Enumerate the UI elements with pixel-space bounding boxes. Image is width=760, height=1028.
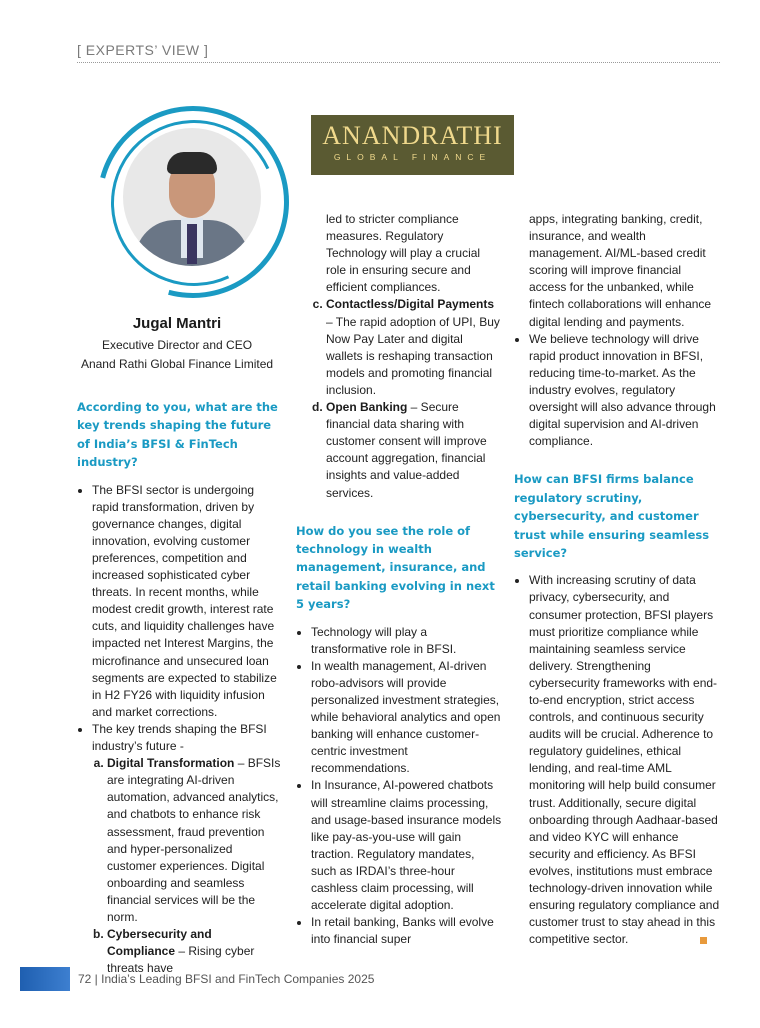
trend-title: Cybersecurity and Compliance <box>107 927 212 959</box>
list-item: • In wealth management, AI-driven robo-advisors will provide personalized investment strategies, while behavioral analytics and open banking will enhance customer-centric investment recommendations. <box>311 658 502 778</box>
company-logo <box>311 115 514 175</box>
footer-page-label: 72 | India’s Leading BFSI and FinTech Companies 2025 <box>78 972 375 986</box>
person-block <box>77 315 277 374</box>
trend-title: Open Banking <box>326 400 408 415</box>
trend-item-a <box>107 755 282 926</box>
answer-2-list <box>296 624 502 949</box>
trend-item-d <box>326 399 502 502</box>
list-item-text: The key trends shaping the BFSI industry’s future - <box>92 721 267 754</box>
column-3 <box>514 211 720 948</box>
portrait-photo <box>123 128 261 266</box>
trend-text: – Secure financial data sharing with customer consent will improve account aggregation, financial insights and value-added services. <box>326 400 487 500</box>
column-2 <box>296 211 502 948</box>
trend-title: Digital Transformation <box>107 756 235 771</box>
section-header <box>77 42 720 63</box>
footer-color-bar <box>20 967 70 991</box>
trend-text: – Rising cyber threats have <box>107 944 255 976</box>
logo-tagline: GLOBAL FINANCE <box>333 152 492 162</box>
question-3: How can BFSI firms balance regulatory scrutiny, cybersecurity, and customer trust while ensuring seamless service? <box>514 472 710 560</box>
list-item-continued: apps, integrating banking, credit, insurance, and wealth management. AI/ML-based credit scoring will improve financial access for the unbanked, while fintech collaborations will enhance digital lending and payments. <box>529 212 712 329</box>
list-item: • We believe technology will drive rapid product innovation in BFSI, reducing time-to-market. As the industry evolves, regulatory oversight will also advance through digital supervision and AI-driven compliance. <box>529 331 720 451</box>
list-item: • In Insurance, AI-powered chatbots will streamline claims processing, and usage-based insurance models like pay-as-you-use will gain traction. Regulatory mandates, such as IRDAI’s three-hour cashless claim processing, will accelerate digital adoption. <box>311 777 502 914</box>
answer-3-list <box>514 572 720 948</box>
portrait <box>97 106 287 296</box>
list-item <box>529 572 720 948</box>
section-label: [ EXPERTS’ VIEW ] <box>77 42 209 58</box>
logo-wordmark: ANANDRATHI <box>322 121 503 150</box>
answer-1-list <box>77 482 282 756</box>
list-item: • The BFSI sector is undergoing rapid transformation, driven by governance changes, digital innovation, evolving customer preferences, competition and increased sophisticated cyber threats. In recent months, while modest credit growth, interest rate cuts, and liquidity challenges have impacted net Interest Margins, the microfinance and unsecured loan segments are expected to stabilize in H2 FY26 with liquidity infusion and market corrections. <box>92 482 282 721</box>
end-mark-icon <box>700 937 707 944</box>
person-title: Executive Director and CEO <box>101 338 253 352</box>
trend-text: – The rapid adoption of UPI, Buy Now Pay Later and digital wallets is reshaping transaction models and promoting financial inclusion. <box>326 314 500 397</box>
trend-list <box>77 755 282 977</box>
trend-item-c <box>326 296 502 399</box>
trend-item-b <box>107 926 282 977</box>
person-name: Jugal Mantri <box>132 315 222 332</box>
list-item <box>92 721 282 755</box>
trend-text-continued: led to stricter compliance measures. Regulatory Technology will play a crucial role in ensuring secure and efficient compliances. <box>326 212 481 295</box>
trend-list-continued <box>296 296 502 501</box>
question-1: According to you, what are the key trends shaping the future of India’s BFSI & FinTech industry? <box>77 400 278 470</box>
list-item-text: With increasing scrutiny of data privacy, cybersecurity, and consumer protection, BFSI players must prioritize compliance while maintaining seamless service delivery. Strengthening cybersecurity frameworks with end-to-end encryption, strict access controls, and continuous security audits will be crucial. Adherence to regulatory guidelines, ethical lending, and real-time AML monitoring will help build consumer trust. Additionally, secure digital onboarding through Aadhaar-based and video KYC will enhance security and efficiency. As BFSI evolves, institutions must embrace technology-driven innovation while ensuring regulatory compliance and customer trust to stay ahead in this competitive sector. <box>529 573 720 947</box>
trend-text: – BFSIs are integrating AI-driven automation, advanced analytics, and chatbots to enhance risk assessment, fraud prevention and hyper-personalized customer experiences. Digital onboarding and seamless financial services will be the norm. <box>107 756 281 924</box>
list-item: • Technology will play a transformative role in BFSI. <box>311 624 502 658</box>
trend-title: Contactless/Digital Payments <box>326 297 495 312</box>
column-1 <box>77 398 282 977</box>
list-item: • In retail banking, Banks will evolve into financial super <box>311 914 502 948</box>
answer-2-list-continued <box>514 331 720 451</box>
question-2: How do you see the role of technology in wealth management, insurance, and retail banking evolving in next 5 years? <box>296 523 495 612</box>
person-company: Anand Rathi Global Finance Limited <box>80 357 274 371</box>
